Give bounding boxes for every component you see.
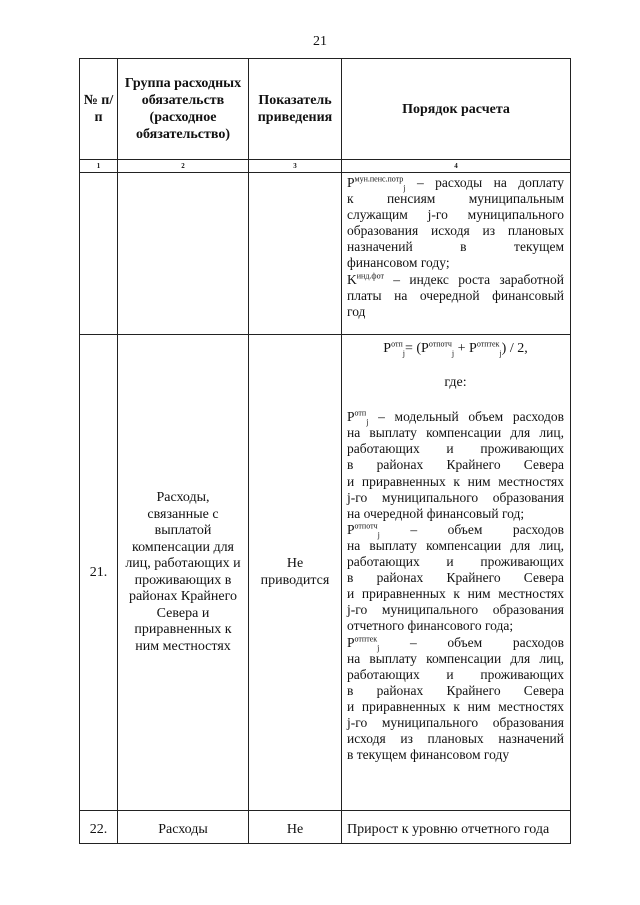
p-variable: P [347,175,355,190]
text-line: работающих и проживающих [347,441,564,457]
formula-a-sub: j [451,348,455,358]
p-definition-line [347,175,564,191]
text-line: – индекс роста заработной [383,271,564,287]
cont-number-cell [80,173,118,335]
text-line: в районах Крайнего Севера [347,682,564,698]
def1-sup: отп [354,408,367,418]
text-line: работающих и проживающих [347,666,564,682]
def2-sub: j [377,530,380,540]
formula-plus: + P [454,341,477,356]
row21-number: 21. [80,335,118,811]
formula-lhs-sub: j [402,348,405,358]
def2-first-line [347,522,564,538]
row22-number: 22. [80,811,118,844]
page-number: 21 [313,34,327,49]
header-number: № п/п [80,59,118,160]
cont-indicator-cell [249,173,342,335]
text-line: на выплату компенсации для лиц, [347,537,564,553]
text-line: и приравненных к ним местностях [347,698,564,714]
text-line: платы на очередной финансовый [347,287,564,303]
text-line: отчетного финансового года; [347,618,514,634]
row21-group: Расходы, связанные с выплатой компенсации для лиц, работающих и проживающих в районах Крайнего Севера и приравненных к ним местностях [118,335,249,811]
k-superscript: инд.фот [356,271,384,281]
text-line: на выплату компенсации для лиц, [347,425,564,441]
col-number-4: 4 [342,160,571,173]
header-group: Группа расходных обязательств (расходное обязательство) [118,59,249,160]
text-line: на выплату компенсации для лиц, [347,650,564,666]
header-calc: Порядок расчета [342,59,571,160]
text-line: – объем расходов [379,634,564,650]
text-line: год [347,303,366,319]
formula-eq: = (P [404,341,429,356]
row22-group: Расходы [118,811,249,844]
row21-indicator: Не приводится [249,335,342,811]
formula-lhs-sup: отп [391,339,403,349]
def1-sub: j [366,417,369,427]
col-number-1: 1 [80,160,118,173]
row22-indicator: Не [249,811,342,844]
def3-first-line [347,635,564,651]
text-line: j-го муниципального образования [347,602,564,618]
row21-calc-cell [342,335,571,811]
text-line: в текущем финансовом году [347,747,510,763]
cont-calc-cell [342,173,571,335]
formula-b-sub: j [499,348,502,358]
text-line: и приравненных к ним местностях [347,586,564,602]
p-subscript: j [403,183,406,193]
cont-group-cell [118,173,249,335]
text-line: на очередной финансовый год; [347,505,525,521]
k-definition-line [347,272,564,288]
text-line: в районах Крайнего Севера [347,457,564,473]
row22-calc: Прирост к уровню отчетного года [342,811,571,844]
def1-var: P [347,409,355,425]
col-number-3: 3 [249,160,342,173]
header-row [80,59,571,160]
header-indicator: Показатель приведения [249,59,342,160]
text-line: назначений в текущем [347,239,564,255]
text-line: – расходы на доплату [405,175,564,190]
text-line: работающих и проживающих [347,554,564,570]
compensation-formula [347,341,564,357]
text-line: и приравненных к ним местностях [347,473,564,489]
text-line: образования исходя из плановых [347,223,564,239]
col-number-2: 2 [118,160,249,173]
def2-sup: отпотч [354,521,378,531]
def2-var: P [347,521,355,537]
continuation-row [80,173,571,335]
text-line: служащим j-го муниципального [347,207,564,223]
calculation-table [79,58,571,844]
formula-tail: ) / 2, [501,341,528,356]
p-superscript: мун.пенс.потр [354,174,404,184]
row-21 [80,335,571,811]
column-number-row [80,160,571,173]
def1-first-line [347,409,564,425]
def3-sup: отптек [354,634,378,643]
text-line: исходя из плановых назначений [347,731,564,747]
text-line: к пенсиям муниципальным [347,191,564,207]
where-label: где: [444,375,467,391]
formula-a-sup: отпотч [428,339,452,349]
text-line: j-го муниципального образования [347,714,564,730]
text-line: – объем расходов [379,521,564,537]
text-line: финансовом году; [347,255,450,271]
text-line: j-го муниципального образования [347,489,564,505]
def3-var: P [347,634,355,650]
formula-b-sup: отптек [476,339,500,349]
k-variable: K [347,271,357,287]
text-line: в районах Крайнего Севера [347,570,564,586]
text-line: – модельный объем расходов [368,409,564,425]
def3-sub: j [377,643,380,653]
formula-lhs: P [383,341,392,356]
row-22 [80,811,571,844]
